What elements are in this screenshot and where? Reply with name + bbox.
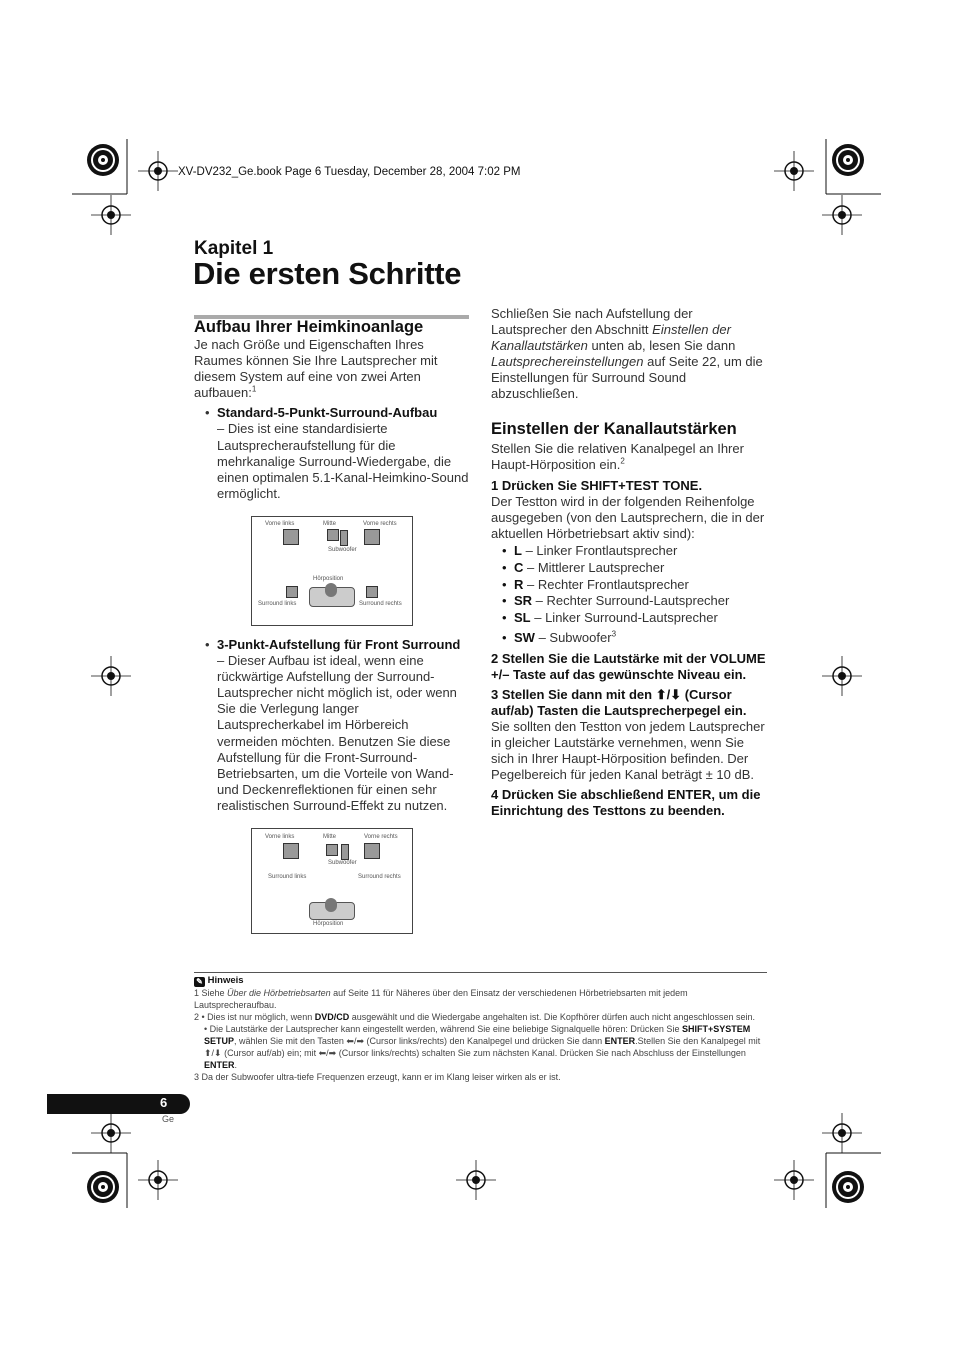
speaker-surround-left	[286, 586, 298, 598]
list-item: • SR – Rechter Surround-Lautsprecher	[502, 593, 769, 610]
bullet-standard-title: Standard-5-Punkt-Surround-Aufbau	[217, 405, 438, 421]
step-1: 1 Drücken Sie SHIFT+TEST TONE.	[491, 477, 703, 493]
channel-list	[502, 543, 769, 647]
label-surround-right: Surround rechts	[358, 874, 401, 880]
page-number: 6	[160, 1095, 168, 1110]
speaker-front-right	[364, 843, 380, 859]
speaker-diagram-front-surround	[251, 828, 413, 934]
label-subwoofer: Subwoofer	[328, 860, 357, 866]
chapter-title: Die ersten Schritte	[193, 256, 462, 291]
channel-level-heading: Einstellen der Kanallautstärken	[491, 419, 737, 438]
bullet-standard: • Standard-5-Punkt-Surround-Aufbau – Dies ist eine standardisierte Lautsprecheraufstellung für die mehrkanalige Surround-Wiedergabe, die einen optimalen 5.1-Kanal-Heimkino-Sound ermöglicht.	[205, 405, 469, 501]
label-front-left: Vorne links	[265, 521, 295, 527]
label-center: Mitte	[323, 834, 337, 840]
speaker-subwoofer	[340, 530, 348, 546]
step-1-text: Der Testton wird in der folgenden Reihenfolge ausgegeben (von den Lautsprechern, die in der aktuellen Hörbetriebsart aktiv sind):	[491, 493, 765, 541]
step-2: 2 Stellen Sie die Lautstärke mit der VOLUME +/– Taste auf das gewünschte Niveau ein.	[491, 650, 766, 682]
list-item: • R – Rechter Frontlautsprecher	[502, 577, 769, 594]
speaker-subwoofer	[341, 844, 349, 860]
note-1: 1 Siehe Über die Hörbetriebsarten auf Seite 11 für Näheres über den Einsatz der verschiedenen Hörbetriebsarten mit jedem Lautsprecheraufbau.	[194, 988, 688, 1010]
label-listening: Hörposition	[313, 921, 344, 927]
step-4: 4 Drücken Sie abschließend ENTER, um die Einrichtung des Testtons zu beenden.	[491, 787, 761, 819]
label-surround-left: Surround links	[268, 874, 307, 880]
notes-section	[194, 972, 767, 1083]
bullet-front-surround: • 3-Punkt-Aufstellung für Front Surround – Dieser Aufbau ist ideal, wenn eine rückwärtige Aufstellung der Surround-Lautsprecher nicht möglich ist, oder wenn Sie die Verlegung langer Lautsprecherkabel im Hörbereich vermeiden möchten. Benutzen Sie diese Aufstellung für die Front-Surround-Betriebsarten, um die Vorteile von Wand- und Deckenreflektionen für einen sehr realistischen Surround-Effekt zu nutzen.	[217, 637, 469, 814]
right-column	[491, 306, 769, 819]
note-icon: ✎	[194, 977, 205, 987]
list-item: • L – Linker Frontlautsprecher	[502, 543, 769, 560]
file-header: XV-DV232_Ge.book Page 6 Tuesday, December 28, 2004 7:02 PM	[178, 166, 521, 178]
speaker-front-left	[283, 843, 299, 859]
page-number-bar	[47, 1094, 190, 1114]
note-3: 3 Da der Subwoofer ultra-tiefe Frequenzen erzeugt, kann er im Klang leiser wirken als er ist.	[194, 1072, 561, 1082]
notes-label: Hinweis	[207, 975, 244, 986]
speaker-surround-right	[366, 586, 378, 598]
chapter-label: Kapitel 1	[194, 238, 274, 259]
label-surround-left: Surround links	[258, 601, 297, 607]
label-front-right: Vorne rechts	[364, 834, 398, 840]
label-front-left: Vorne links	[265, 834, 295, 840]
bullet-front-surround-title: 3-Punkt-Aufstellung für Front Surround	[217, 637, 461, 652]
speaker-center	[326, 844, 338, 856]
label-front-right: Vorne rechts	[363, 521, 397, 527]
note-2-continued: • Die Lautstärke der Lautsprecher kann eingestellt werden, während Sie eine beliebige Signalquelle hören: Drücken Sie SHIFT+SYSTEM SETUP, wählen Sie mit den Tasten ⬅/➡ (Cursor links/rechts) den Kanalpegel und drücken Sie dann ENTER.Stellen Sie den Kanalpegel mit ⬆/⬇ (Cursor auf/ab) ein; mit ⬅/➡ (Cursor links/rechts) schalten Sie zum nächsten Kanal. Drücken Sie nach Abschluss der Einstellungen ENTER.	[204, 1024, 761, 1070]
label-listening: Hörposition	[313, 576, 344, 582]
label-surround-right: Surround rechts	[359, 601, 402, 607]
left-column	[194, 318, 469, 502]
listener-icon	[325, 583, 337, 597]
intro-paragraph: Je nach Größe und Eigenschaften Ihres Raumes können Sie Ihre Lautsprecher mit diesem System auf eine von zwei Arten aufbauen:$^1$	[194, 337, 438, 401]
bullet-standard-text: – Dies ist eine standardisierte Lautsprecheraufstellung für die mehrkanalige Surround-Wiedergabe, die einen optimalen 5.1-Kanal-Heimkino-Sound ermöglicht.	[217, 421, 469, 501]
section-heading: Aufbau Ihrer Heimkinoanlage	[194, 318, 424, 336]
label-subwoofer: Subwoofer	[328, 547, 357, 553]
speaker-center	[327, 529, 339, 541]
note-2: 2 • Dies ist nur möglich, wenn DVD/CD ausgewählt und die Wiedergabe angehalten ist. Die Kopfhörer dürfen auch nicht angeschlossen sein.	[194, 1012, 755, 1022]
step-3-text: Sie sollten den Testton von jedem Lautsprecher in gleicher Lautstärke vernehmen, wenn Sie sich in Ihrer Haupt-Hörposition befinden. Der Pegelbereich für jeden Kanal beträgt ± 10 dB.	[491, 718, 765, 783]
speaker-front-left	[283, 529, 299, 545]
list-item: • SL – Linker Surround-Lautsprecher	[502, 610, 769, 627]
list-item: • SW – Subwoofer$^3$	[502, 630, 769, 647]
bullet-front-surround-text: – Dieser Aufbau ist ideal, wenn eine rückwärtige Aufstellung der Surround-Lautsprecher nicht möglich ist, oder wenn Sie die Verlegung langer Lautsprecherkabel im Hörbereich vermeiden möchten. Benutzen Sie diese Aufstellung für die Front-Surround-Betriebsarten, um die Vorteile von Wand- und Deckenreflektionen für einen sehr realistischen Surround-Effekt zu nutzen.	[217, 653, 457, 813]
speaker-diagram-standard	[251, 516, 413, 626]
channel-level-intro: Stellen Sie die relativen Kanalpegel an Ihrer Haupt-Hörposition ein.$^2$	[491, 440, 744, 472]
step-3: 3 Stellen Sie dann mit den ⬆/⬇ (Cursor auf/ab) Tasten die Lautsprecherpegel ein.	[491, 686, 747, 718]
label-center: Mitte	[323, 521, 337, 527]
speaker-front-right	[364, 529, 380, 545]
notes-header	[194, 975, 767, 987]
listener-icon	[325, 898, 337, 912]
list-item: • C – Mittlerer Lautsprecher	[502, 560, 769, 577]
setup-reference-paragraph: Schließen Sie nach Aufstellung der Lautsprecher den Abschnitt Einstellen der Kanallautstärken unten ab, lesen Sie dann Lautsprechereinstellungen auf Seite 22, um die Einstellungen für Surround Sound abzuschließen.	[491, 306, 763, 402]
page-language: Ge	[162, 1114, 175, 1124]
